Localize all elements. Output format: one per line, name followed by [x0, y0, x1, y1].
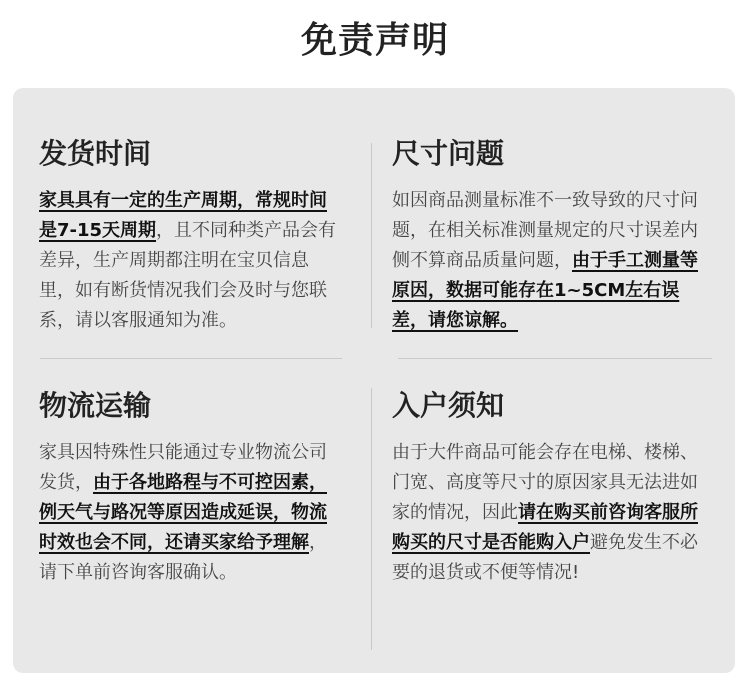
vertical-divider-bottom — [371, 388, 372, 650]
body-text: 避免发生不必要的退货或不便等情况! — [392, 532, 698, 583]
section-logistics — [39, 386, 344, 588]
emphasis-text: 由于各地路程与不可控因素，例天气与路况等原因造成延误，物流时效也会不同，还请买家给予理解 — [39, 472, 327, 553]
section-heading: 入户须知 — [392, 389, 505, 422]
body-text: ，请下单前咨询客服确认。 — [39, 532, 327, 583]
body-text: 如因商品测量标准不一致导致的尺寸问题，在相关标准测量规定的尺寸误差内侧不算商品质量问题， — [392, 190, 698, 271]
section-body — [39, 186, 344, 336]
section-heading: 物流运输 — [39, 389, 152, 422]
horizontal-divider-left — [40, 358, 342, 359]
body-text: ，且不同种类产品会有差异，生产周期都注明在宝贝信息里，如有断货情况我们会及时与您联系，请以客服通知为准。 — [39, 220, 337, 331]
page-title: 免责声明 — [300, 20, 449, 61]
section-heading: 尺寸问题 — [392, 137, 505, 170]
section-shipping-time — [39, 134, 344, 336]
section-heading: 发货时间 — [39, 137, 152, 170]
section-size-issues — [392, 134, 714, 336]
body-text: 家具因特殊性只能通过专业物流公司发货， — [39, 442, 327, 493]
vertical-divider-top — [371, 143, 372, 328]
emphasis-text: 由于手工测量等原因，数据可能存在1~5CM左右误差，请您谅解。 — [392, 250, 698, 331]
emphasis-text: 家具具有一定的生产周期，常规时间是7-15天周期 — [39, 190, 327, 241]
horizontal-divider-right — [398, 358, 712, 359]
section-body — [392, 438, 714, 588]
section-body — [39, 438, 344, 588]
emphasis-text: 请在购买前咨询客服所购买的尺寸是否能购入户 — [392, 502, 698, 553]
body-text: 由于大件商品可能会存在电梯、楼梯、门宽、高度等尺寸的原因家具无法进如家的情况，因此 — [392, 442, 698, 523]
section-body — [392, 186, 714, 336]
section-delivery-notice — [392, 386, 714, 588]
